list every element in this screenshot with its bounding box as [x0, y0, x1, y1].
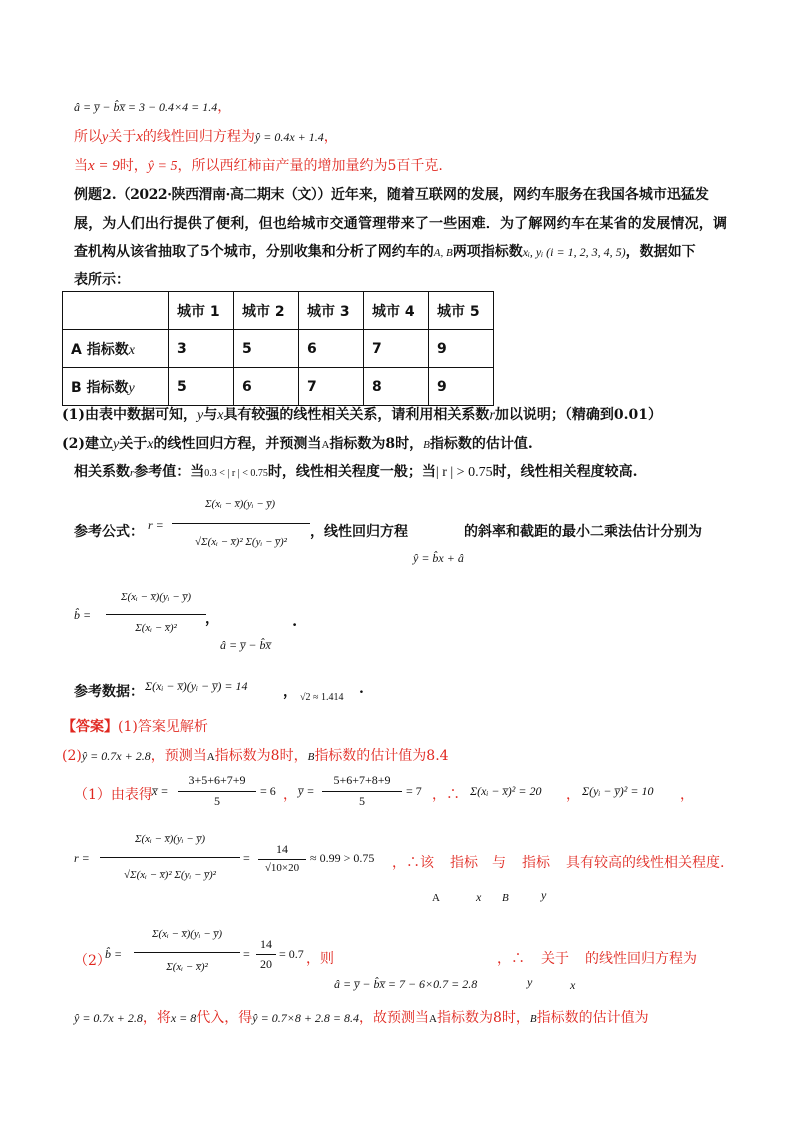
r-denominator-value: √10×20 — [264, 862, 300, 874]
var-b: B — [423, 439, 430, 451]
text-span: 加以说明；（精确到0.01） — [494, 407, 662, 423]
text-span: ，将 — [142, 1010, 171, 1026]
table-header-cell: 城市 1 — [169, 292, 234, 330]
table-header-cell: 城市 2 — [234, 292, 299, 330]
var-b: B — [529, 1013, 537, 1025]
solution-2-label: （2） — [74, 953, 111, 969]
b-denominator: Σ(xᵢ − x̅)² — [135, 622, 177, 634]
text-span: (1)答案见解析 — [118, 719, 208, 735]
r-numerator: Σ(xᵢ − x̅)(yᵢ − y̅) — [134, 833, 206, 845]
b-hat-numerator: Σ(xᵢ − x̅)(yᵢ − y̅) — [151, 928, 223, 940]
prediction-conclusion — [74, 155, 443, 175]
var-x: x — [136, 129, 143, 145]
var-y: y — [113, 437, 120, 452]
r-lhs: r = — [148, 518, 164, 532]
text-span: 指标数为8时， — [436, 1010, 530, 1026]
b-fraction-bar — [106, 614, 206, 615]
var-x: x — [217, 408, 224, 423]
table-row — [63, 330, 494, 368]
r-result: ≈ 0.99 > 0.75 — [310, 851, 375, 865]
table-cell: 9 — [429, 330, 494, 368]
x-value: x = 8 — [170, 1011, 197, 1025]
text-span: 两项指标数 — [452, 244, 523, 260]
answer-line-2 — [62, 745, 449, 765]
b-hat-num-value: 14 — [260, 937, 272, 951]
text-span: 具有较强的线性相关关系，请利用相关系数 — [223, 407, 490, 423]
r-conclusion — [392, 852, 724, 872]
a-hat-calculation: â = y̅ − b̂x̅ = 7 − 6×0.7 = 2.8 — [334, 977, 478, 991]
table-cell: 6 — [234, 368, 299, 406]
text-span: 具有较高的线性相关程度. — [566, 855, 725, 871]
table-cell: 5 — [234, 330, 299, 368]
b-hat-fraction-bar — [134, 952, 240, 953]
var-x: x — [147, 437, 154, 452]
b-numerator: Σ(xᵢ − x̅)(yᵢ − y̅) — [120, 591, 192, 603]
table-header-row — [63, 292, 494, 330]
comma: ， — [283, 684, 297, 700]
text-span: 与 — [492, 855, 506, 871]
answer-line-1 — [62, 716, 208, 736]
intercept-calculation — [74, 96, 231, 116]
var-a: A — [432, 892, 440, 904]
b-hat-result: = 0.7 — [279, 947, 304, 961]
table-cell: 7 — [299, 368, 364, 406]
r-denominator: √Σ(xᵢ − x̅)² Σ(yᵢ − y̅)² — [124, 869, 216, 881]
text-span: 关于 — [541, 951, 569, 967]
row-var: x — [128, 342, 135, 358]
var-r: r — [489, 408, 495, 423]
text-span: ，数据如下 — [625, 244, 696, 260]
equals: = — [243, 851, 250, 865]
text-span: 关于 — [119, 436, 148, 452]
regression-equation: ŷ = 0.4x + 1.4 — [254, 130, 324, 144]
sum-sq-x: Σ(xᵢ − x̅)² = 20 — [470, 784, 542, 798]
sum-sq-y: Σ(yᵢ − y̅)² = 10 — [582, 784, 654, 798]
table-row-label — [63, 330, 169, 368]
ybar-lhs: y̅ = — [298, 784, 315, 798]
text-span: ，所以西红柿亩产量的增加量约为5百千克. — [177, 158, 443, 174]
r-fraction-bar — [100, 857, 240, 858]
r-denominator: √Σ(xᵢ − x̅)² Σ(yᵢ − y̅)² — [195, 536, 287, 548]
table-header-cell: 城市 4 — [364, 292, 429, 330]
formula-text — [310, 521, 702, 541]
refdata-sum: Σ(xᵢ − x̅)(yᵢ − y̅) = 14 — [145, 679, 248, 693]
var-y: y — [102, 130, 109, 145]
text-span: 指标 — [522, 855, 550, 871]
b-hat-lhs: b̂ = — [105, 947, 123, 961]
table-cell: 7 — [364, 330, 429, 368]
text-span: (2)建立 — [62, 436, 113, 452]
row-label-text: A 指标数 — [71, 341, 129, 358]
xbar-lhs: x̅ = — [152, 784, 169, 798]
xbar-numerator: 3+5+6+7+9 — [188, 773, 246, 787]
a-formula: â = y̅ − b̂x̅ — [220, 638, 271, 652]
example-text: 近年来，随着互联网的发展，网约车服务在我国各城市迅猛发 — [330, 187, 709, 203]
text-span: 与 — [203, 407, 218, 423]
table-cell: 8 — [364, 368, 429, 406]
text-span: 时，线性相关程度一般；当 — [267, 464, 436, 480]
r-lhs: r = — [74, 851, 90, 865]
answer-tag: 【答案】 — [62, 719, 118, 735]
xbar-fraction-bar — [178, 791, 256, 792]
comma: ， — [566, 787, 580, 803]
ybar-fraction-bar — [322, 791, 402, 792]
text-span: 参考值：当 — [134, 464, 205, 480]
text-span: (2) — [62, 748, 82, 764]
var-ab: A, B — [433, 247, 453, 259]
example-source: （2022·陕西渭南·高二期末（文）） — [116, 187, 331, 203]
comma: ， — [323, 129, 338, 145]
text-span: 的线性回归方程为 — [585, 951, 697, 967]
question-2 — [62, 433, 533, 453]
b-hat-denominator: Σ(xᵢ − x̅)² — [166, 961, 208, 973]
condition-moderate: 0.3 < | r | < 0.75 — [204, 468, 268, 479]
text-span: 指标数的估计值为 — [536, 1010, 649, 1026]
condition-high: | r | > 0.75 — [435, 465, 493, 480]
s2-conclusion — [497, 948, 697, 968]
var-b: B — [502, 892, 509, 904]
text-span: ，预测当 — [150, 748, 207, 764]
regression-conclusion — [74, 126, 338, 146]
comma: ， — [217, 100, 232, 115]
text-span: (1)由表中数据可知， — [62, 407, 197, 423]
var-y: y — [527, 975, 533, 989]
xbar-denominator: 5 — [214, 794, 220, 808]
table-header-cell — [63, 292, 169, 330]
b-lhs: b̂ = — [74, 608, 92, 622]
comma: ， — [680, 787, 694, 803]
r-value-fraction-bar — [258, 859, 306, 860]
text-span: 时， — [119, 158, 148, 174]
text-span: 指标 — [450, 855, 478, 871]
table-row-label — [63, 368, 169, 406]
text-span: ，∴该 — [392, 855, 434, 871]
example-text-2: 展，为人们出行提供了便利，但也给城市交通管理带来了一些困难．为了解网约车在某省的发展情况，调 — [74, 216, 728, 232]
period: . — [359, 681, 364, 697]
regression-line-formula: ŷ = b̂x + â — [413, 551, 464, 565]
intercept-equation: â = y̅ − b̂x̅ = 3 − 0.4×4 = 1.4 — [74, 100, 218, 114]
table-row — [63, 368, 494, 406]
then: ，则 — [306, 951, 334, 967]
text-span: 代入，得 — [196, 1010, 253, 1026]
r-fraction-bar — [172, 523, 310, 524]
b-hat-value-fraction-bar — [256, 954, 276, 955]
example-text-3 — [74, 241, 696, 261]
text-span: 指标数的估计值. — [429, 436, 533, 452]
text-span: 指标数的估计值为8.4 — [314, 748, 449, 764]
b-hat-den-value: 20 — [260, 957, 272, 971]
question-1 — [62, 404, 662, 424]
text-span: 指标数为8时， — [214, 748, 308, 764]
text-span: 相关系数 — [74, 464, 130, 480]
text-span: 关于 — [108, 129, 137, 145]
table-cell: 6 — [299, 330, 364, 368]
ybar-denominator: 5 — [359, 794, 365, 808]
text-span: 时，线性相关程度较高. — [492, 464, 638, 480]
text-span: 的线性回归方程为 — [142, 129, 255, 145]
sqrt2-approx: √2 ≈ 1.414 — [300, 692, 344, 703]
var-a: A — [206, 751, 215, 763]
var-x: x — [570, 978, 576, 992]
text-span: ，线性回归方程 — [310, 524, 408, 540]
ybar-numerator: 5+6+7+8+9 — [333, 773, 391, 787]
comma: ， — [205, 611, 219, 627]
text-span: 所以 — [74, 129, 102, 145]
var-r: r — [130, 467, 135, 479]
therefore: ，∴ — [432, 787, 460, 803]
table-cell: 5 — [169, 368, 234, 406]
period: . — [292, 612, 298, 630]
regression-equation: ŷ = 0.7x + 2.8 — [81, 749, 151, 763]
prediction-calculation: ŷ = 0.7×8 + 2.8 = 8.4 — [252, 1011, 360, 1025]
r-numerator: Σ(xᵢ − x̅)(yᵢ − y̅) — [204, 498, 276, 510]
r-numerator-value: 14 — [276, 842, 288, 856]
xbar-result: = 6 — [260, 784, 276, 798]
solution-1-label: （1）由表得 — [74, 787, 153, 803]
solution-3 — [74, 1007, 649, 1027]
text-span: 指标数为8时， — [329, 436, 424, 452]
refdata-label: 参考数据： — [74, 684, 144, 700]
text-span: ，∴ — [497, 951, 525, 967]
data-table — [62, 291, 494, 406]
var-y: y — [197, 408, 204, 423]
var-a: A — [321, 439, 330, 451]
table-cell: 9 — [429, 368, 494, 406]
x-value: x = 9 — [88, 158, 120, 174]
example-text-4: 表所示： — [74, 272, 130, 288]
var-x: x — [476, 890, 482, 904]
regression-equation: ŷ = 0.7x + 2.8 — [74, 1011, 143, 1025]
reference-values — [74, 461, 637, 481]
formulas-label: 参考公式： — [74, 524, 144, 540]
text-span: ，故预测当 — [359, 1010, 430, 1026]
comma: ， — [283, 787, 297, 803]
text-span: 当 — [74, 158, 88, 174]
table-header-cell: 城市 3 — [299, 292, 364, 330]
table-header-cell: 城市 5 — [429, 292, 494, 330]
y-hat-value: ŷ = 5 — [147, 159, 178, 174]
text-span: 的斜率和截距的最小二乘法估计分别为 — [464, 524, 702, 540]
equals: = — [243, 947, 250, 961]
row-label-text: B 指标数 — [71, 379, 129, 396]
text-span: 查机构从该省抽取了5个城市，分别收集和分析了网约车的 — [74, 244, 434, 260]
var-y: y — [541, 888, 547, 902]
text-span: 的线性回归方程，并预测当 — [153, 436, 322, 452]
row-var: y — [128, 380, 135, 396]
example-number: 例题2. — [74, 187, 117, 203]
ybar-result: = 7 — [406, 784, 422, 798]
var-b: B — [307, 751, 315, 763]
var-xy: xᵢ, yᵢ (i = 1, 2, 3, 4, 5) — [522, 245, 626, 259]
var-a: A — [429, 1013, 437, 1025]
table-cell: 3 — [169, 330, 234, 368]
example-title-line — [74, 184, 709, 204]
